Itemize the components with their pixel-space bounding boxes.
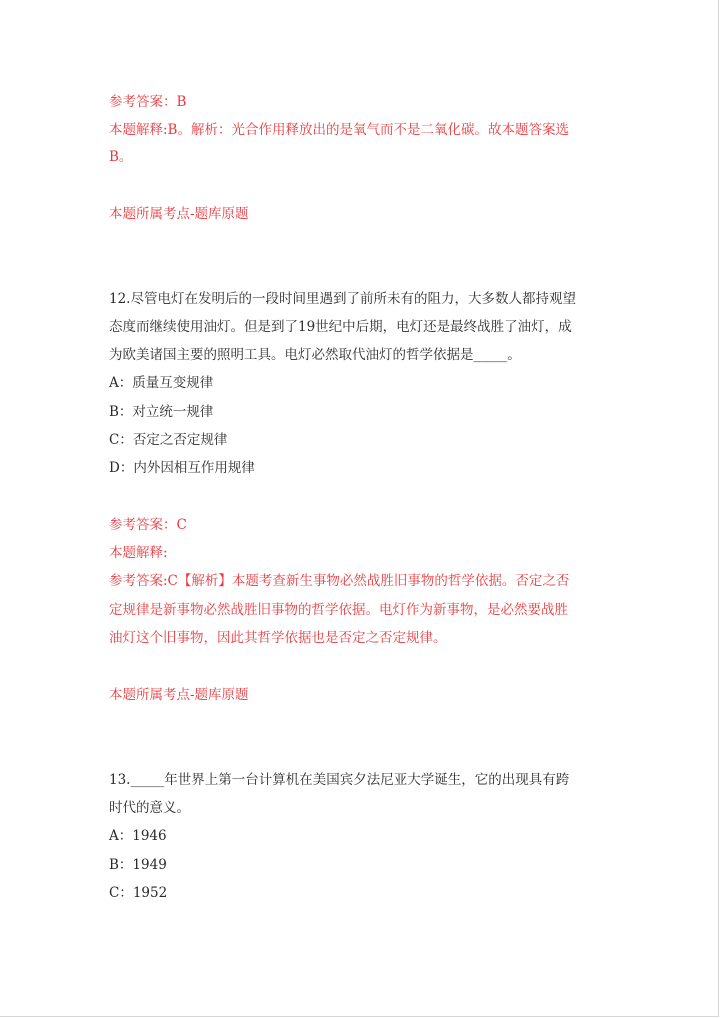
- q12-stem-line-2: 态度而继续使用油灯。但是到了19世纪中后期，电灯还是最终战胜了油灯，成: [109, 319, 572, 335]
- q13-option-c: C：1952: [109, 885, 168, 901]
- q12-source: 本题所属考点-题库原题: [109, 687, 249, 703]
- q12-option-c: C：否定之否定规律: [109, 432, 228, 448]
- q11-explanation-line-2: B。: [109, 149, 133, 165]
- q12-option-b: B：对立统一规律: [109, 404, 214, 420]
- q12-explanation-line-3: 油灯这个旧事物，因此其哲学依据也是否定之否定规律。: [109, 630, 447, 646]
- q13-option-b: B：1949: [109, 857, 167, 873]
- q12-option-d: D：内外因相互作用规律: [109, 460, 255, 476]
- q12-stem-line-3: 为欧美诸国主要的照明工具。电灯必然取代油灯的哲学依据是_____。: [109, 347, 521, 363]
- q12-option-a: A：质量互变规律: [109, 375, 214, 391]
- q13-stem-line-2: 时代的意义。: [109, 800, 190, 816]
- q13-stem-line-1: 13._____年世界上第一台计算机在美国宾夕法尼亚大学诞生，它的出现具有跨: [109, 772, 570, 788]
- q12-answer: 参考答案：C: [109, 517, 187, 533]
- q12-explanation-line-1: 参考答案:C【解析】本题考查新生事物必然战胜旧事物的哲学依据。否定之否: [109, 573, 570, 589]
- q11-explanation-line-1: 本题解释:B。解析：光合作用释放出的是氧气而不是二氧化碳。故本题答案选: [109, 122, 569, 138]
- q13-option-a: A：1946: [109, 828, 167, 844]
- q11-source: 本题所属考点-题库原题: [109, 206, 249, 222]
- q12-explanation-line-2: 定规律是新事物必然战胜旧事物的哲学依据。电灯作为新事物，是必然要战胜: [109, 602, 568, 618]
- q12-stem-line-1: 12.尽管电灯在发明后的一段时间里遇到了前所未有的阻力，大多数人都持观望: [109, 291, 576, 307]
- q12-explanation-label: 本题解释:: [109, 545, 168, 561]
- q11-answer: 参考答案：B: [109, 94, 187, 110]
